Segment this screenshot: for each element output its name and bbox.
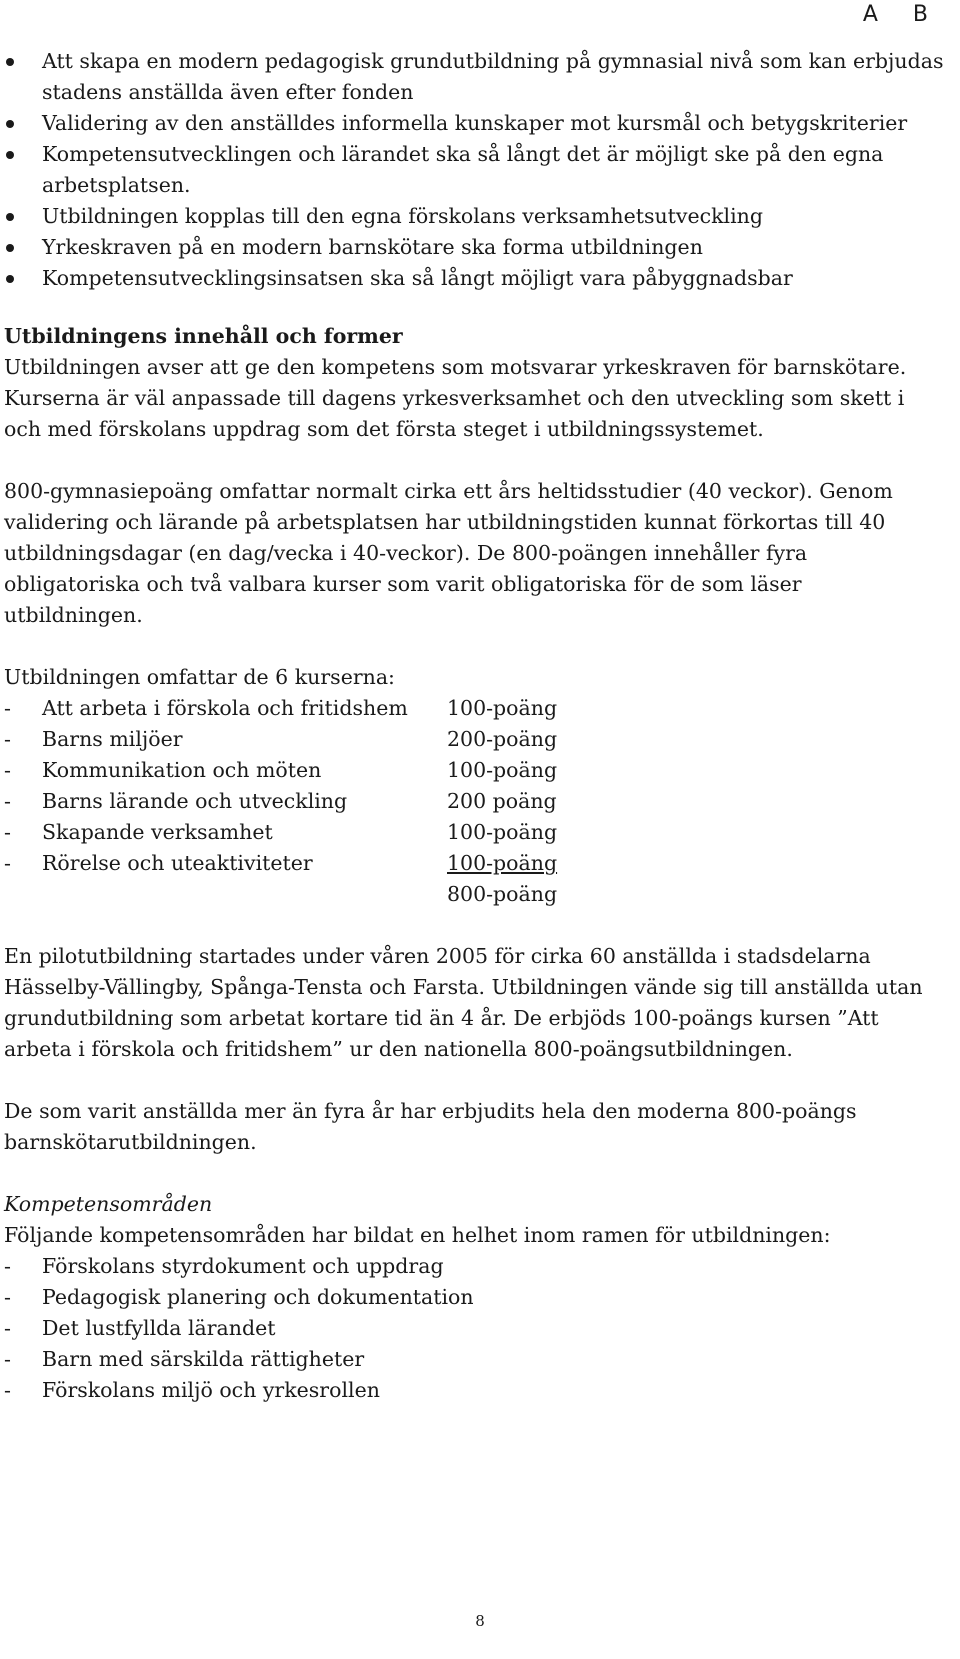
list-item: - Pedagogisk planering och dokumentation: [4, 1282, 944, 1313]
list-item: - Barn med särskilda rättigheter: [4, 1344, 944, 1375]
bullet-item: Kompetensutvecklingsinsatsen ska så långt möjligt vara påbyggnadsbar: [4, 263, 944, 294]
paragraph: De som varit anställda mer än fyra år har erbjudits hela den moderna 800-poängs barnskötarutbildningen.: [4, 1099, 857, 1154]
bullet-item: Validering av den anställdes informella kunskaper mot kursmål och betygskriterier: [4, 108, 944, 139]
bullet-item: Utbildningen kopplas till den egna förskolans verksamhetsutveckling: [4, 201, 944, 232]
header-mark: A B: [862, 2, 942, 27]
bullet-item: Att skapa en modern pedagogisk grundutbildning på gymnasial nivå som kan erbjudas stadens anställda även efter fonden: [4, 46, 944, 108]
courses-intro: Utbildningen omfattar de 6 kurserna:: [4, 665, 395, 689]
page-number: 8: [475, 1612, 485, 1630]
paragraph: 800-gymnasiepoäng omfattar normalt cirka ett års heltidsstudier (40 veckor). Genom validering och lärande på arbetsplatsen har utbildningstiden kunnat förkortas till 40 utbildningsdagar (en dag/vecka i 40-veckor). De 800-poängen innehåller fyra obligatoriska och två valbara kurser som varit obligatoriska för de som läser utbildningen.: [4, 479, 893, 627]
course-name: Barns miljöer: [42, 727, 183, 751]
course-row: - Skapande verksamhet 100-poäng: [4, 817, 557, 848]
course-points: 100-poäng: [447, 820, 558, 844]
courses-total: 800-poäng: [447, 882, 558, 906]
competence-intro: Följande kompetensområden har bildat en helhet inom ramen för utbildningen:: [4, 1223, 831, 1247]
course-points: 200-poäng: [447, 727, 558, 751]
paragraph: Utbildningen avser att ge den kompetens som motsvarar yrkeskraven för barnskötare. Kurserna är väl anpassade till dagens yrkesverksamhet och den utveckling som skett i och med förskolans uppdrag som det första steget i utbildningssystemet.: [4, 355, 907, 441]
course-points: 100-poäng: [447, 851, 558, 875]
list-item: - Det lustfyllda lärandet: [4, 1313, 944, 1344]
bullet-item: Yrkeskraven på en modern barnskötare ska forma utbildningen: [4, 232, 944, 263]
course-row: - Barns lärande och utveckling 200 poäng: [4, 786, 557, 817]
courses-table: [4, 693, 557, 910]
competence-heading: Kompetensområden: [4, 1192, 213, 1216]
course-row: - Barns miljöer 200-poäng: [4, 724, 557, 755]
course-row: - Kommunikation och möten 100-poäng: [4, 755, 557, 786]
goals-bullet-list: [4, 46, 944, 294]
course-name: Kommunikation och möten: [42, 758, 322, 782]
course-row: - Rörelse och uteaktiviteter 100-poäng: [4, 848, 557, 879]
list-item: - Förskolans styrdokument och uppdrag: [4, 1251, 944, 1282]
course-name: Skapande verksamhet: [42, 820, 273, 844]
paragraph: En pilotutbildning startades under våren 2005 för cirka 60 anställda i stadsdelarna Hässelby-Vällingby, Spånga-Tensta och Farsta. Utbildningen vände sig till anställda utan grundutbildning som arbetat kortare tid än 4 år. De erbjöds 100-poängs kursen ”Att arbeta i förskola och fritidshem” ur den nationella 800-poängsutbildningen.: [4, 944, 923, 1061]
courses-total-row: [4, 879, 557, 910]
competence-list: [4, 1251, 944, 1406]
course-points: 100-poäng: [447, 696, 558, 720]
course-row: - Att arbeta i förskola och fritidshem 100-poäng: [4, 693, 557, 724]
course-points: 200 poäng: [447, 789, 557, 813]
list-item: - Förskolans miljö och yrkesrollen: [4, 1375, 944, 1406]
course-name: Barns lärande och utveckling: [42, 789, 348, 813]
course-name: Rörelse och uteaktiviteter: [42, 851, 313, 875]
bullet-item: Kompetensutvecklingen och lärandet ska så långt det är möjligt ske på den egna arbetsplatsen.: [4, 139, 944, 201]
page-content: [4, 46, 944, 1406]
course-name: Att arbeta i förskola och fritidshem: [42, 696, 408, 720]
section-heading: Utbildningens innehåll och former: [4, 324, 403, 348]
course-points: 100-poäng: [447, 758, 558, 782]
